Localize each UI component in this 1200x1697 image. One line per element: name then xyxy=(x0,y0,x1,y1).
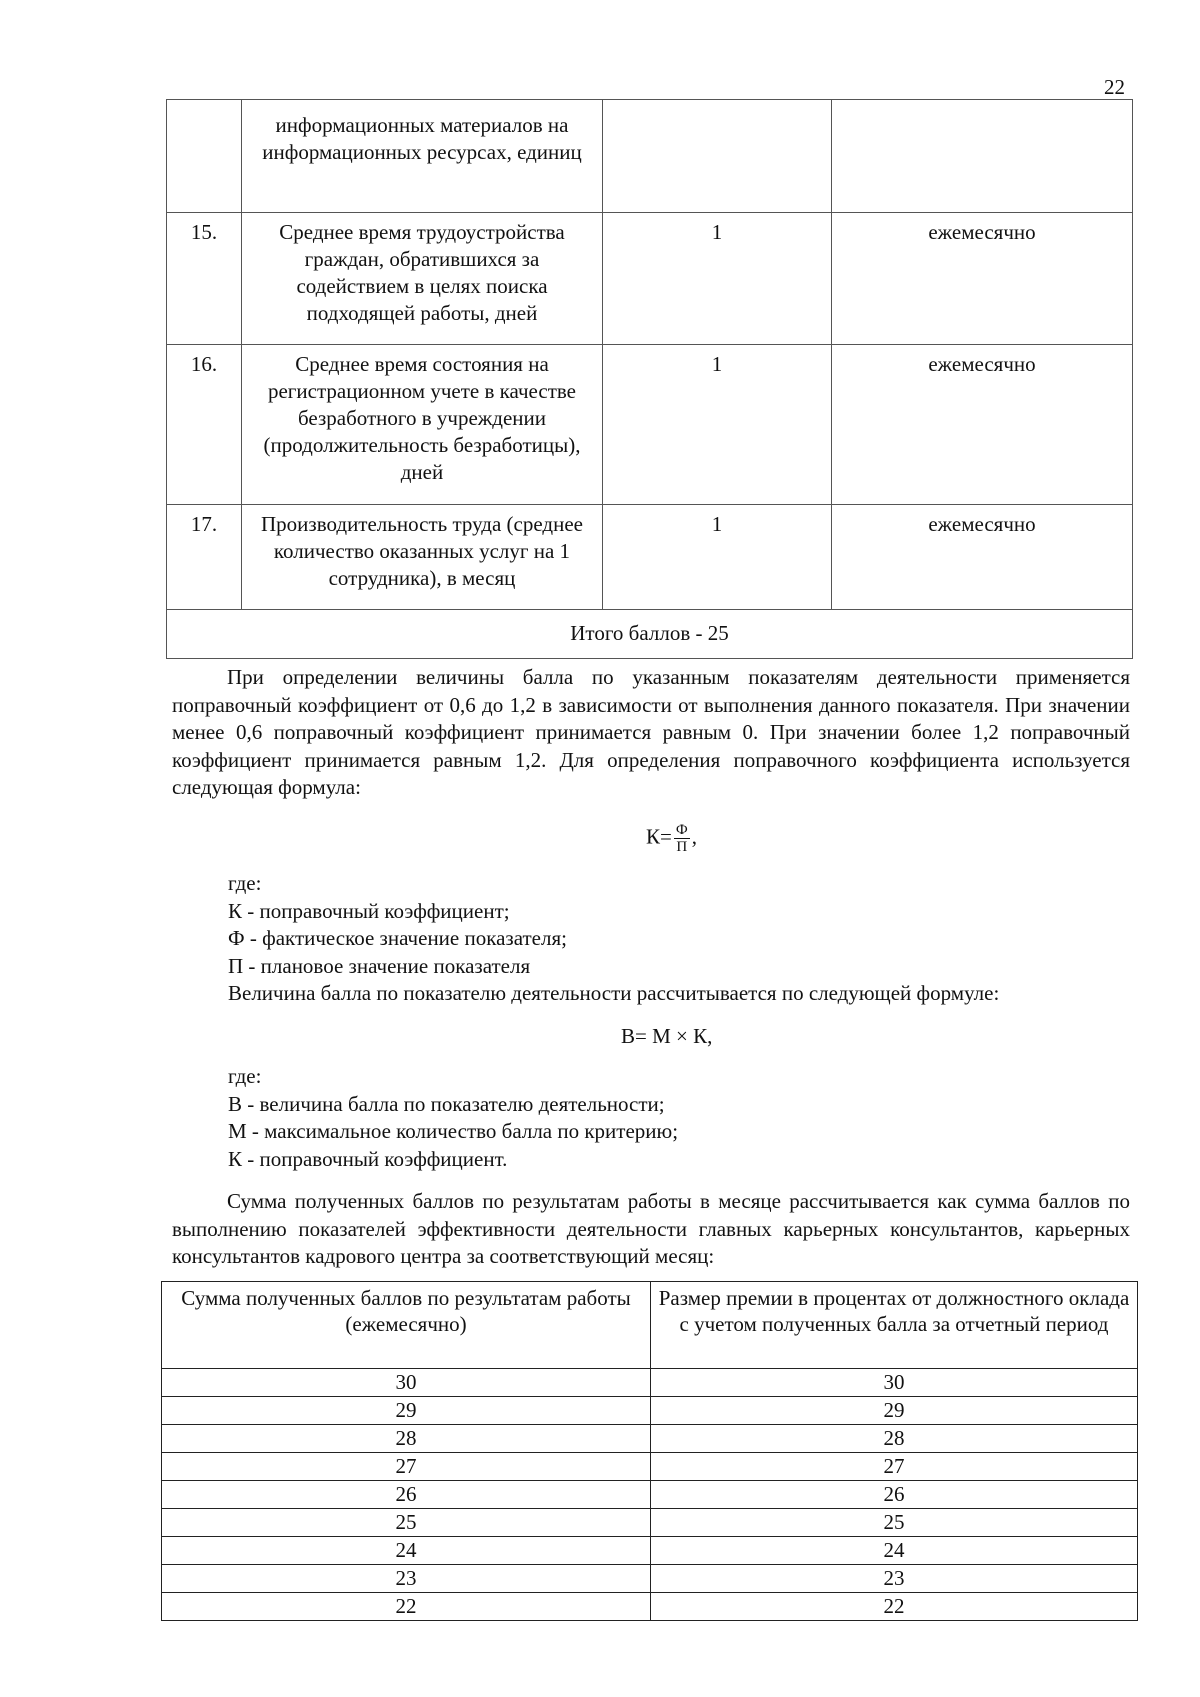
coefficient-paragraph xyxy=(172,664,1130,802)
points-value: 1 xyxy=(603,505,832,610)
column-header: Размер премии в процентах от должностного оклада с учетом полученных балла за отчетный период xyxy=(651,1282,1138,1369)
bonus-cell: 29 xyxy=(651,1397,1138,1425)
table-row xyxy=(162,1537,1138,1565)
formula-denominator: П xyxy=(676,839,688,855)
definition-line: Ф - фактическое значение показателя; xyxy=(228,926,567,950)
sum-paragraph xyxy=(172,1188,1130,1271)
total-points: Итого баллов - 25 xyxy=(167,610,1133,659)
indicator-name: информационных материалов на информационных ресурсах, единиц xyxy=(242,100,603,213)
table-row xyxy=(162,1369,1138,1397)
definition-line: П - плановое значение показателя xyxy=(228,953,531,978)
column-header: Сумма полученных баллов по результатам работы (ежемесячно) xyxy=(162,1282,651,1369)
definition-line: В - величина балла по показателю деятельности; xyxy=(228,1091,665,1116)
definition-line: К - поправочный коэффициент; xyxy=(228,898,510,923)
bonus-cell: 22 xyxy=(651,1593,1138,1621)
row-number xyxy=(167,100,242,213)
period-value: ежемесячно xyxy=(832,505,1133,610)
table-row xyxy=(162,1509,1138,1537)
definition-line: где: xyxy=(228,871,262,895)
points-value: 1 xyxy=(603,213,832,345)
points-cell: 23 xyxy=(162,1565,651,1593)
points-cell: 30 xyxy=(162,1369,651,1397)
indicator-name: Производительность труда (среднее количество оказанных услуг на 1 сотрудника), в месяц xyxy=(242,505,603,610)
points-cell: 24 xyxy=(162,1537,651,1565)
total-row xyxy=(167,610,1133,659)
table-row xyxy=(162,1453,1138,1481)
formula-suffix: , xyxy=(691,824,697,849)
bonus-cell: 27 xyxy=(651,1453,1138,1481)
period-value: ежемесячно xyxy=(832,345,1133,505)
paragraph-text: Сумма полученных баллов по результатам работы в месяце рассчитывается как сумма баллов по выполнению показателей эффективности деятельности главных карьерных консультантов, карьерных консультантов кадрового центра за соответствующий месяц: xyxy=(172,1189,1130,1268)
points-cell: 27 xyxy=(162,1453,651,1481)
table-header-row xyxy=(162,1282,1138,1369)
points-value: 1 xyxy=(603,345,832,505)
points-cell: 26 xyxy=(162,1481,651,1509)
indicators-table xyxy=(166,99,1133,659)
formula-score: В= М × К, xyxy=(621,1024,713,1048)
points-cell: 28 xyxy=(162,1425,651,1453)
bonus-cell: 23 xyxy=(651,1565,1138,1593)
definitions-block-1 xyxy=(228,870,1133,1008)
formula-lhs: К= xyxy=(646,824,672,849)
definition-line: К - поправочный коэффициент. xyxy=(228,1146,508,1171)
indicator-name: Среднее время трудоустройства граждан, обратившихся за содействием в целях поиска подходящей работы, дней xyxy=(242,213,603,345)
bonus-cell: 26 xyxy=(651,1481,1138,1509)
definition-line: где: xyxy=(228,1064,262,1088)
table-row xyxy=(162,1593,1138,1621)
formula-numerator: Ф xyxy=(675,822,688,838)
bonus-cell: 25 xyxy=(651,1509,1138,1537)
bonus-cell: 24 xyxy=(651,1537,1138,1565)
period-value: ежемесячно xyxy=(832,213,1133,345)
table-row xyxy=(167,505,1133,610)
points-cell: 22 xyxy=(162,1593,651,1621)
bonus-cell: 30 xyxy=(651,1369,1138,1397)
table-row xyxy=(167,100,1133,213)
paragraph-text: При определении величины балла по указанным показателям деятельности применяется поправочный коэффициент от 0,6 до 1,2 в зависимости от выполнения данного показателя. При значении менее 0,6 поправочный коэффициент принимается равным 0. При значении более 1,2 поправочный коэффициент принимается равным 1,2. Для определения поправочного коэффициента используется следующая формула: xyxy=(172,665,1130,799)
bonus-table xyxy=(161,1281,1138,1621)
page-number: 22 xyxy=(1104,75,1125,99)
indicator-name: Среднее время состояния на регистрационном учете в качестве безработного в учреждении (продолжительность безработицы), дней xyxy=(242,345,603,505)
points-value xyxy=(603,100,832,213)
table-row xyxy=(162,1425,1138,1453)
definitions-block-2 xyxy=(228,1063,1133,1173)
definition-line: М - максимальное количество балла по критерию; xyxy=(228,1119,679,1143)
period-value xyxy=(832,100,1133,213)
row-number: 16. xyxy=(167,345,242,505)
table-row xyxy=(162,1397,1138,1425)
row-number: 17. xyxy=(167,505,242,610)
formula-coefficient xyxy=(646,822,697,855)
formula-fraction xyxy=(674,822,690,855)
table-row xyxy=(167,345,1133,505)
bonus-cell: 28 xyxy=(651,1425,1138,1453)
definition-line: Величина балла по показателю деятельности рассчитывается по следующей формуле: xyxy=(228,981,1000,1005)
points-cell: 25 xyxy=(162,1509,651,1537)
points-cell: 29 xyxy=(162,1397,651,1425)
row-number: 15. xyxy=(167,213,242,345)
table-row xyxy=(162,1481,1138,1509)
table-row xyxy=(167,213,1133,345)
table-row xyxy=(162,1565,1138,1593)
